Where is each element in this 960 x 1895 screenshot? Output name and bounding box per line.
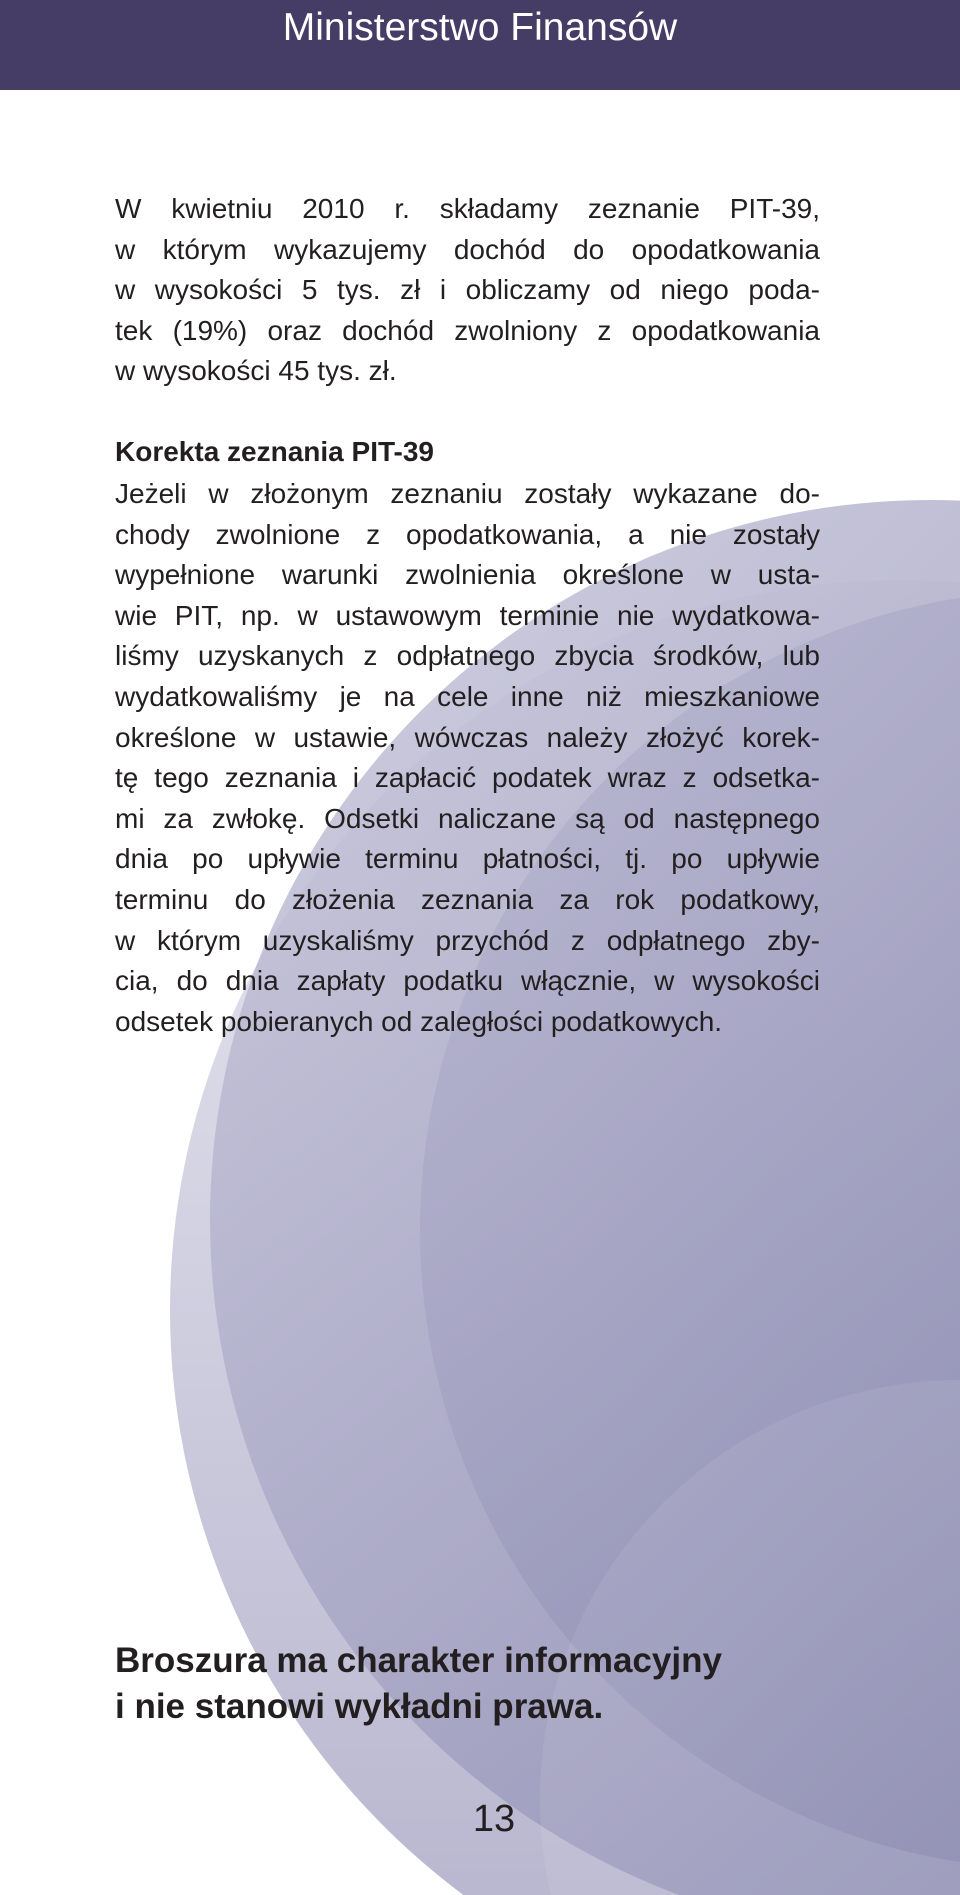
- disclaimer: [115, 1638, 835, 1730]
- text-line: W kwietniu 2010 r. składamy zeznanie PIT-39,: [115, 193, 820, 224]
- text-line: wie PIT, np. w ustawowym terminie nie wydatkowa-: [115, 599, 820, 631]
- text-line: tek (19%) oraz dochód zwolniony z opodatkowania: [115, 314, 820, 346]
- disclaimer-line: i nie stanowi wykładni prawa.: [115, 1687, 604, 1726]
- header-bar: [0, 0, 960, 90]
- text-line: w wysokości 5 tys. zł i obliczamy od niego poda-: [115, 274, 820, 306]
- text-line: w wysokości 45 tys. zł.: [115, 355, 397, 387]
- text-line: cia, do dnia zapłaty podatku włącznie, w wysokości: [115, 965, 820, 997]
- text-line: w którym uzyskaliśmy przychód z odpłatnego zby-: [115, 924, 820, 956]
- text-line: liśmy uzyskanych z odpłatnego zbycia środków, lub: [115, 640, 820, 672]
- text-line: wypełnione warunki zwolnienia określone w usta-: [115, 559, 820, 591]
- page-number: 13: [472, 1798, 516, 1840]
- paragraph-intro: [115, 189, 820, 392]
- text-line: terminu do złożenia zeznania za rok podatkowy,: [115, 883, 820, 915]
- text-line: dnia po upływie terminu płatności, tj. po upływie: [115, 843, 820, 875]
- text-line: tę tego zeznania i zapłacić podatek wraz z odsetka-: [115, 762, 820, 794]
- text-line: Jeżeli w złożonym zeznaniu zostały wykazane do-: [115, 478, 820, 509]
- paragraph-correction: [115, 474, 820, 1042]
- text-line: w którym wykazujemy dochód do opodatkowania: [115, 233, 820, 265]
- section-heading: Korekta zeznania PIT-39: [115, 436, 435, 467]
- text-line: mi za zwłokę. Odsetki naliczane są od następnego: [115, 802, 820, 834]
- text-line: odsetek pobieranych od zaległości podatkowych.: [115, 1005, 723, 1037]
- disclaimer-line: Broszura ma charakter informacyjny: [115, 1641, 722, 1680]
- text-line: chody zwolnione z opodatkowania, a nie zostały: [115, 518, 820, 550]
- text-line: określone w ustawie, wówczas należy złożyć korek-: [115, 721, 820, 753]
- header-title: Ministerstwo Finansów: [282, 6, 678, 49]
- text-line: wydatkowaliśmy je na cele inne niż mieszkaniowe: [115, 680, 820, 712]
